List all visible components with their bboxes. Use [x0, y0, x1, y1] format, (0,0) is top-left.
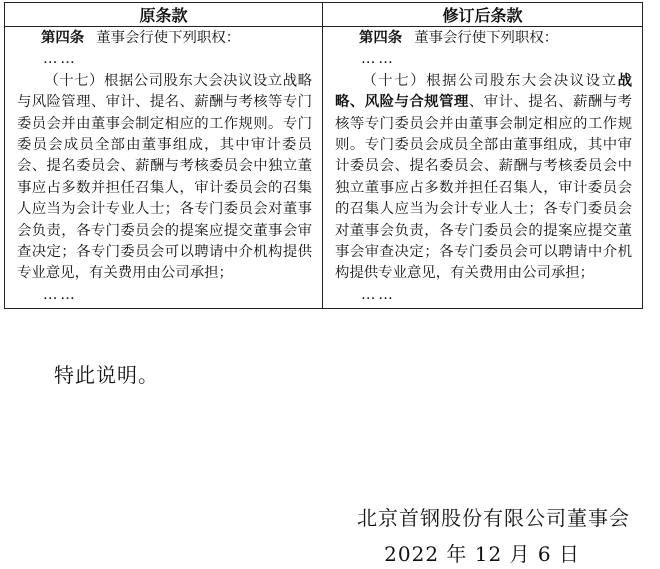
- signature: 北京首钢股份有限公司董事会: [357, 506, 630, 530]
- revised-clause-cell: [323, 27, 643, 309]
- revised-item-prefix: （十七）根据公司股东大会决议设立: [362, 72, 618, 89]
- original-item-17: （十七）根据公司股东大会决议设立战略与风险管理、审计、提名、薪酬与考核等专门委员会并由董事会制定相应的工作规则。专门委员会成员全部由董事组成，其中审计委员会、提名委员会、薪酬与考核委员会中独立董事应占多数并担任召集人，审计委员会的召集人应当为会计专业人士；各专门委员会对董事会负责，各专门委员会的提案应提交董事会审查决定；各专门委员会可以聘请中介机构提供专业意见，有关费用由公司承担；: [17, 72, 312, 282]
- comparison-table: [4, 2, 643, 309]
- header-original: 原条款: [5, 3, 323, 27]
- revised-item-amendment: 战略、风险与合规管理: [335, 72, 632, 111]
- revised-item-suffix: 、审计、提名、薪酬与考核等专门委员会并由董事会制定相应的工作规则。专门委员会成员全部由董事组成，其中审计委员会、提名委员会、薪酬与考核委员会中独立董事应占多数并担任召集人，审计委员会的召集人应当为会计专业人士；各专门委员会对董事会负责，各专门委员会的提案应提交董事会审查决定；各专门委员会可以聘请中介机构提供专业意见，有关费用由公司承担；: [335, 94, 632, 282]
- header-revised: 修订后条款: [323, 3, 643, 27]
- revised-ellipsis-bottom: ……: [361, 286, 396, 303]
- revised-article-text: 董事会行使下列职权：: [414, 30, 559, 46]
- closing-statement: 特此说明。: [54, 363, 159, 387]
- signing-date: 2022 年 12 月 6 日: [384, 542, 580, 566]
- original-article-text: 董事会行使下列职权：: [96, 30, 241, 46]
- original-ellipsis-bottom: ……: [43, 286, 78, 303]
- revised-item-17: [335, 71, 632, 285]
- revised-ellipsis-top: ……: [361, 51, 396, 68]
- original-ellipsis-top: ……: [43, 51, 78, 68]
- revised-article-heading: [359, 28, 632, 49]
- original-clause-cell: [5, 27, 323, 309]
- original-article-heading: [41, 28, 312, 49]
- revised-article-title: 第四条: [359, 30, 403, 46]
- original-article-title: 第四条: [41, 30, 85, 46]
